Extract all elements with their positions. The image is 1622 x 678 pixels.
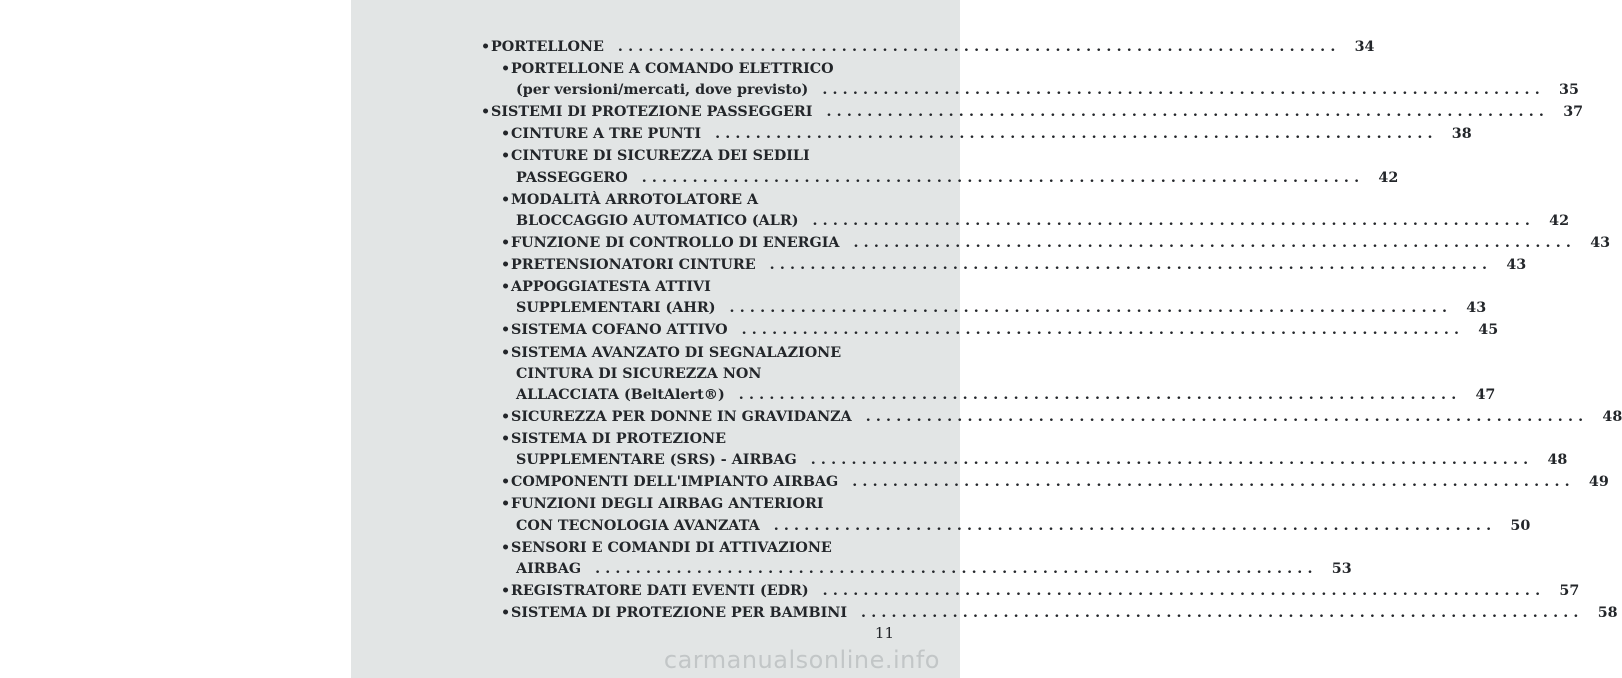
toc-page-number: 42 bbox=[1549, 213, 1570, 229]
toc-entry-title: MODALITÀ ARROTOLATORE A bbox=[511, 191, 759, 208]
blank-left-page bbox=[0, 0, 351, 678]
dot-leader: ....................................................................... bbox=[810, 452, 1534, 469]
toc-entry-title: ALLACCIATA (BeltAlert®) bbox=[516, 387, 725, 403]
toc-line bbox=[481, 37, 1375, 57]
dot-leader: ....................................................................... bbox=[852, 474, 1575, 491]
toc-entry-title: SICUREZZA PER DONNE IN GRAVIDANZA bbox=[511, 409, 852, 426]
bullet-icon: • bbox=[501, 235, 511, 252]
toc-line bbox=[501, 603, 1618, 623]
toc-entry-title: (per versioni/mercati, dove previsto) bbox=[516, 82, 809, 99]
bullet-icon: • bbox=[501, 126, 511, 143]
bullet-icon: • bbox=[501, 148, 511, 165]
toc-entry-title: CINTURE DI SICUREZZA DEI SEDILI bbox=[511, 148, 810, 165]
toc-page-number: 58 bbox=[1597, 605, 1618, 622]
toc-line bbox=[501, 385, 1496, 405]
toc-line bbox=[501, 472, 1609, 492]
dot-leader: ....................................................................... bbox=[822, 82, 1545, 99]
bullet-icon: • bbox=[501, 496, 511, 513]
toc-entry-title: BLOCCAGGIO AUTOMATICO (ALR) bbox=[516, 213, 799, 229]
dot-leader: ....................................................................... bbox=[822, 583, 1546, 600]
bullet-icon: • bbox=[501, 322, 511, 339]
toc-page-number: 43 bbox=[1590, 235, 1611, 252]
toc-line bbox=[501, 559, 1352, 579]
dot-leader: ....................................................................... bbox=[861, 605, 1584, 622]
toc-page-number: 47 bbox=[1475, 387, 1496, 403]
bullet-icon: • bbox=[501, 279, 511, 296]
dot-leader: ....................................................................... bbox=[853, 235, 1577, 252]
toc-entry-title: COMPONENTI DELL'IMPIANTO AIRBAG bbox=[511, 474, 839, 491]
toc-line bbox=[501, 233, 1611, 253]
bullet-icon: • bbox=[501, 539, 511, 556]
toc-entry-title: CINTURA DI SICUREZZA NON bbox=[516, 365, 762, 382]
toc-entry-title: CINTURE A TRE PUNTI bbox=[511, 126, 702, 143]
toc-page-number: 35 bbox=[1559, 82, 1579, 99]
bullet-icon: • bbox=[501, 191, 511, 208]
dot-leader: ....................................................................... bbox=[617, 39, 1341, 55]
toc-line bbox=[501, 277, 896, 297]
toc-line bbox=[501, 80, 1579, 100]
toc-line bbox=[501, 364, 896, 384]
toc-page-number: 43 bbox=[1506, 257, 1527, 274]
toc-line bbox=[501, 450, 1568, 470]
dot-leader: ....................................................................... bbox=[715, 126, 1438, 143]
bullet-icon: • bbox=[501, 605, 511, 622]
toc-line bbox=[501, 343, 896, 363]
toc-page-number: 42 bbox=[1378, 169, 1399, 186]
dot-leader: ....................................................................... bbox=[741, 322, 1465, 339]
bullet-icon: • bbox=[501, 257, 511, 274]
toc-page-number: 49 bbox=[1588, 474, 1609, 491]
toc-line bbox=[501, 59, 896, 79]
bullet-icon: • bbox=[501, 431, 511, 448]
toc-line bbox=[481, 102, 1584, 122]
toc-page-number: 37 bbox=[1563, 104, 1584, 121]
dot-leader: ....................................................................... bbox=[729, 300, 1453, 317]
toc-entry-title: SISTEMI DI PROTEZIONE PASSEGGERI bbox=[491, 104, 813, 121]
toc-entry-title: PASSEGGERO bbox=[516, 169, 628, 186]
toc-line bbox=[501, 211, 1570, 231]
toc-line bbox=[501, 320, 1499, 340]
page-number: 11 bbox=[874, 624, 894, 642]
toc-line bbox=[501, 124, 1472, 144]
dot-leader: ....................................................................... bbox=[812, 213, 1536, 229]
toc-entry-title: SISTEMA DI PROTEZIONE bbox=[511, 431, 726, 448]
toc-entry-title: SISTEMA DI PROTEZIONE PER BAMBINI bbox=[511, 605, 848, 622]
toc-line bbox=[501, 190, 896, 210]
toc-entry-title: SISTEMA AVANZATO DI SEGNALAZIONE bbox=[511, 344, 842, 361]
toc-page-number: 34 bbox=[1354, 39, 1375, 55]
toc-page-number: 53 bbox=[1331, 561, 1352, 577]
bullet-icon: • bbox=[501, 409, 511, 426]
toc-entry-title: CON TECNOLOGIA AVANZATA bbox=[516, 517, 760, 534]
toc-entry-title: AIRBAG bbox=[516, 561, 582, 577]
table-of-contents bbox=[351, 0, 1622, 678]
toc-entry-title: PRETENSIONATORI CINTURE bbox=[511, 257, 756, 274]
toc-page-number: 48 bbox=[1547, 452, 1568, 469]
toc-line bbox=[501, 429, 896, 449]
toc-entry-title: SISTEMA COFANO ATTIVO bbox=[511, 322, 728, 339]
manual-page bbox=[351, 0, 1622, 678]
toc-line bbox=[501, 146, 896, 166]
dot-leader: ....................................................................... bbox=[769, 257, 1493, 274]
toc-entry-title: PORTELLONE bbox=[491, 39, 604, 55]
toc-entry-title: FUNZIONI DEGLI AIRBAG ANTERIORI bbox=[511, 496, 824, 513]
toc-line bbox=[501, 494, 896, 514]
toc-line bbox=[501, 407, 1622, 427]
toc-page-number: 45 bbox=[1478, 322, 1499, 339]
toc-line bbox=[501, 168, 1399, 188]
bullet-icon: • bbox=[501, 474, 511, 491]
toc-entry-title: SENSORI E COMANDI DI ATTIVAZIONE bbox=[511, 539, 832, 556]
bullet-icon: • bbox=[501, 61, 511, 78]
toc-entry-title: REGISTRATORE DATI EVENTI (EDR) bbox=[511, 583, 809, 600]
toc-page-number: 38 bbox=[1451, 126, 1472, 143]
bullet-icon: • bbox=[501, 344, 511, 361]
dot-leader: ....................................................................... bbox=[826, 104, 1550, 121]
toc-entry-title: SUPPLEMENTARE (SRS) - AIRBAG bbox=[516, 452, 797, 469]
toc-line bbox=[501, 538, 896, 558]
toc-line bbox=[501, 581, 1580, 601]
dot-leader: ....................................................................... bbox=[773, 517, 1497, 534]
watermark: carmanualsonline.info bbox=[663, 646, 940, 674]
bullet-icon: • bbox=[481, 104, 491, 121]
toc-page-number: 43 bbox=[1466, 300, 1487, 317]
toc-entry-title: SUPPLEMENTARI (AHR) bbox=[516, 300, 716, 317]
bullet-icon: • bbox=[481, 39, 491, 55]
dot-leader: ....................................................................... bbox=[595, 561, 1318, 577]
toc-entry-title: FUNZIONE DI CONTROLLO DI ENERGIA bbox=[511, 235, 840, 252]
toc-entry-title: PORTELLONE A COMANDO ELETTRICO bbox=[511, 61, 834, 78]
toc-page-number: 57 bbox=[1559, 583, 1580, 600]
dot-leader: ....................................................................... bbox=[865, 409, 1589, 426]
dot-leader: ....................................................................... bbox=[641, 169, 1365, 186]
toc-entry-title: APPOGGIATESTA ATTIVI bbox=[511, 279, 711, 296]
toc-page-number: 50 bbox=[1510, 517, 1531, 534]
toc-line bbox=[501, 255, 1527, 275]
bullet-icon: • bbox=[501, 583, 511, 600]
toc-page-number: 48 bbox=[1602, 409, 1622, 426]
toc-line bbox=[501, 298, 1487, 318]
toc-line bbox=[501, 516, 1531, 536]
dot-leader: ....................................................................... bbox=[738, 387, 1462, 403]
